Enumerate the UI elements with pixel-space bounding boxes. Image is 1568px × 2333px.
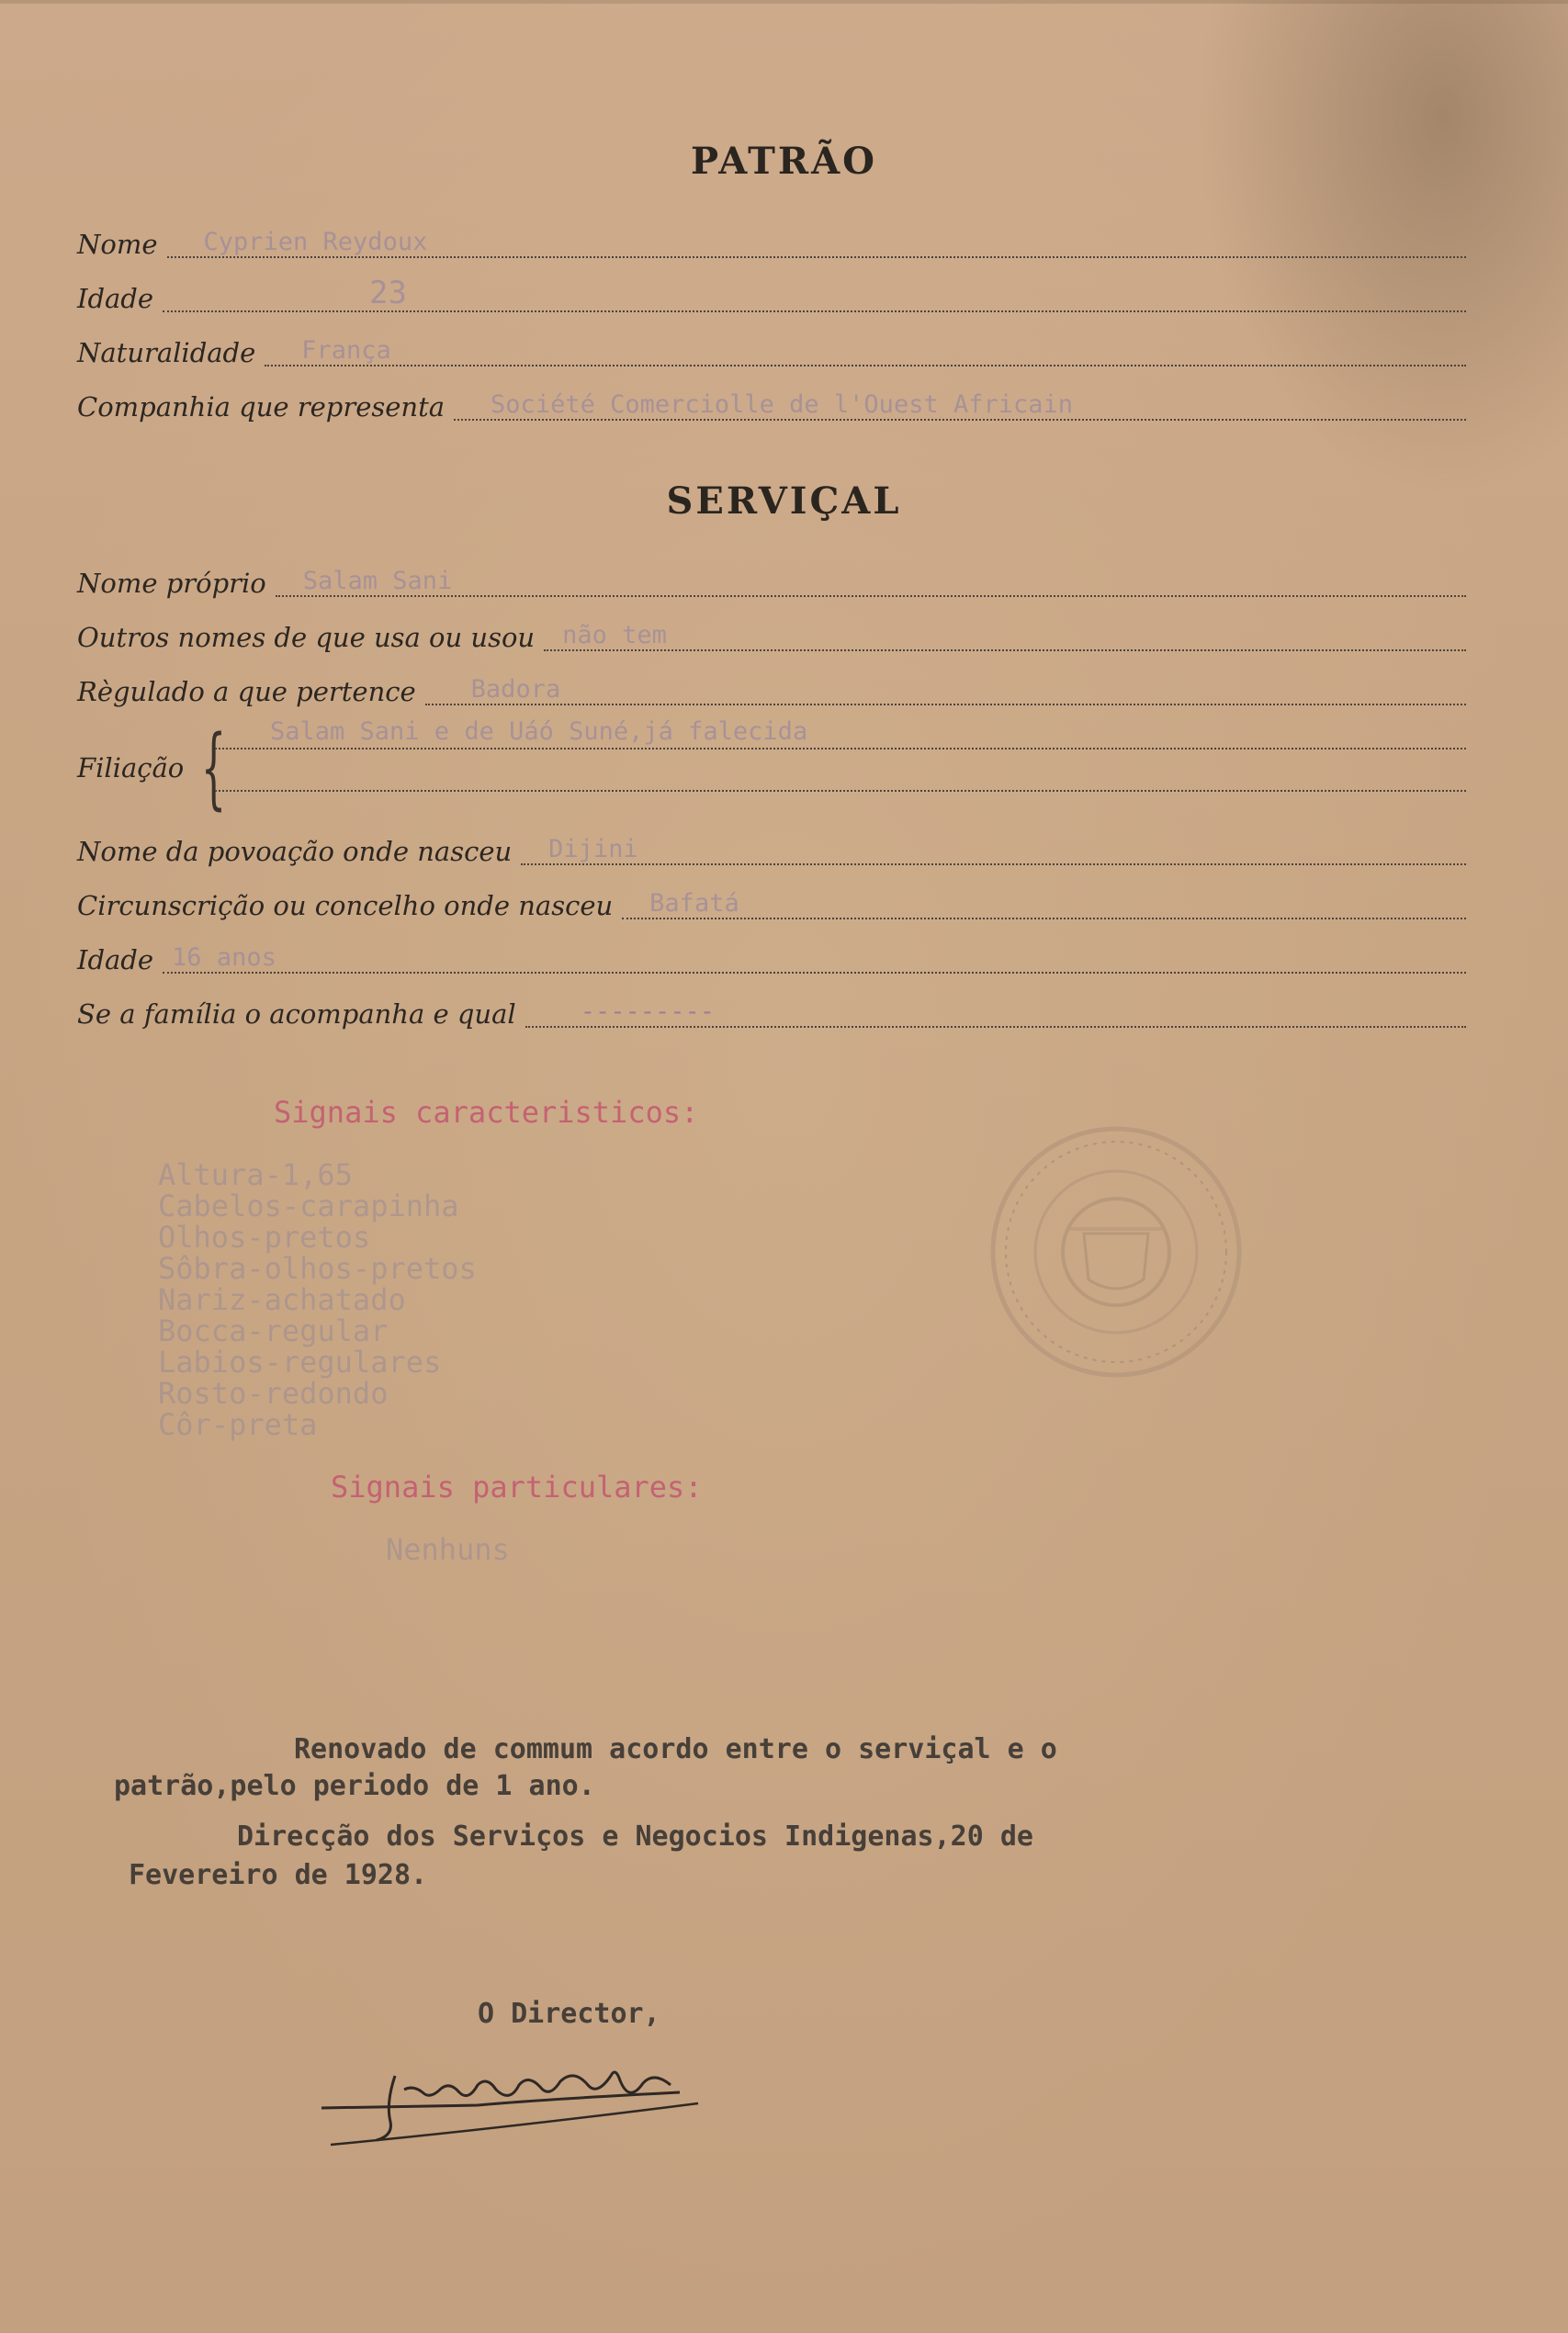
servical-filiacao-label: Filiação — [77, 752, 185, 783]
patrao-heading: PATRÃO — [691, 140, 877, 183]
servical-circunscricao-value: Bafatá — [649, 889, 739, 918]
patrao-naturalidade-value: França — [301, 336, 391, 365]
patrao-idade-value: 23 — [369, 275, 407, 311]
patrao-companhia-label: Companhia que representa — [77, 391, 446, 423]
patrao-idade-field — [163, 275, 1466, 312]
servical-heading: SERVIÇAL — [666, 479, 902, 523]
servical-outros-nomes-row — [77, 607, 1466, 651]
servical-regulado-value: Badora — [470, 675, 561, 704]
servical-povoacao-value: Dijini — [548, 835, 638, 863]
servical-idade-field — [163, 941, 1466, 974]
servical-idade-value: 16 anos — [172, 943, 276, 972]
particulares-value: Nenhuns — [386, 1532, 510, 1567]
patrao-naturalidade-label: Naturalidade — [77, 337, 256, 368]
servical-filiacao-block — [77, 716, 1466, 817]
renewal-line-3: Direcção dos Serviços e Negocios Indigenas,20 de — [237, 1820, 1033, 1853]
patrao-naturalidade-field — [265, 333, 1466, 366]
patrao-companhia-value: Société Comerciolle de l'Ouest Africain — [491, 390, 1074, 419]
caracteristico-item: Nariz-achatado — [158, 1282, 406, 1317]
caracteristico-item: Cabelos-carapinha — [158, 1189, 459, 1223]
servical-povoacao-label: Nome da povoação onde nasceu — [77, 836, 513, 867]
servical-filiacao-value: Salam Sani e de Uáó Suné,já falecida — [270, 717, 808, 746]
servical-circunscricao-row — [77, 875, 1466, 919]
caracteristico-item: Bocca-regular — [158, 1313, 389, 1348]
patrao-nome-value: Cyprien Reydoux — [203, 228, 428, 256]
servical-outros-nomes-value: não tem — [562, 621, 667, 649]
patrao-nome-label: Nome — [77, 229, 158, 260]
patrao-companhia-field — [454, 388, 1466, 421]
servical-circunscricao-field — [622, 886, 1466, 919]
patrao-idade-row — [77, 268, 1466, 312]
servical-nome-field — [276, 564, 1466, 597]
caracteristicos-list — [158, 1159, 477, 1440]
caracteristico-item: Sôbra-olhos-pretos — [158, 1251, 477, 1286]
servical-outros-nomes-field — [544, 618, 1466, 651]
patrao-naturalidade-row — [77, 322, 1466, 366]
servical-regulado-row — [77, 661, 1466, 705]
filiacao-line-2 — [215, 768, 1466, 792]
servical-familia-row — [77, 984, 1466, 1028]
filiacao-line-1 — [215, 716, 1466, 749]
servical-nome-label: Nome próprio — [77, 568, 266, 599]
caracteristico-item: Rosto-redondo — [158, 1376, 389, 1411]
page-edge — [0, 0, 1568, 4]
renewal-line-4: Fevereiro de 1928. — [129, 1859, 428, 1891]
servical-nome-value: Salam Sani — [302, 567, 453, 595]
director-label: O Director, — [478, 1998, 660, 2030]
renewal-line-1: Renovado de commum acordo entre o serviçal e o — [294, 1733, 1057, 1765]
servical-idade-label: Idade — [77, 944, 154, 975]
director-signature-icon — [312, 2048, 735, 2158]
embossed-seal-icon — [983, 1119, 1249, 1385]
caracteristico-item: Labios-regulares — [158, 1345, 442, 1380]
filiacao-brace: { — [200, 716, 227, 819]
patrao-nome-field — [167, 225, 1467, 258]
servical-idade-row — [77, 930, 1466, 974]
servical-povoacao-field — [521, 832, 1466, 865]
caracteristicos-title: Signais caracteristicos: — [274, 1095, 699, 1130]
servical-outros-nomes-label: Outros nomes de que usa ou usou — [77, 622, 536, 653]
servical-familia-value: --------- — [580, 997, 715, 1026]
renewal-line-2: patrão,pelo periodo de 1 ano. — [114, 1770, 595, 1802]
patrao-nome-row — [77, 214, 1466, 258]
servical-regulado-label: Règulado a que pertence — [77, 676, 416, 707]
caracteristico-item: Côr-preta — [158, 1407, 318, 1442]
servical-circunscricao-label: Circunscrição ou concelho onde nasceu — [77, 890, 614, 921]
caracteristico-item: Altura-1,65 — [158, 1157, 353, 1192]
servical-nome-row — [77, 553, 1466, 597]
caracteristico-item: Olhos-pretos — [158, 1220, 371, 1255]
particulares-title: Signais particulares: — [331, 1470, 703, 1505]
servical-familia-field — [525, 995, 1466, 1028]
servical-familia-label: Se a família o acompanha e qual — [77, 998, 516, 1030]
patrao-companhia-row — [77, 377, 1466, 421]
servical-povoacao-row — [77, 821, 1466, 865]
servical-regulado-field — [425, 672, 1466, 705]
patrao-idade-label: Idade — [77, 283, 154, 314]
